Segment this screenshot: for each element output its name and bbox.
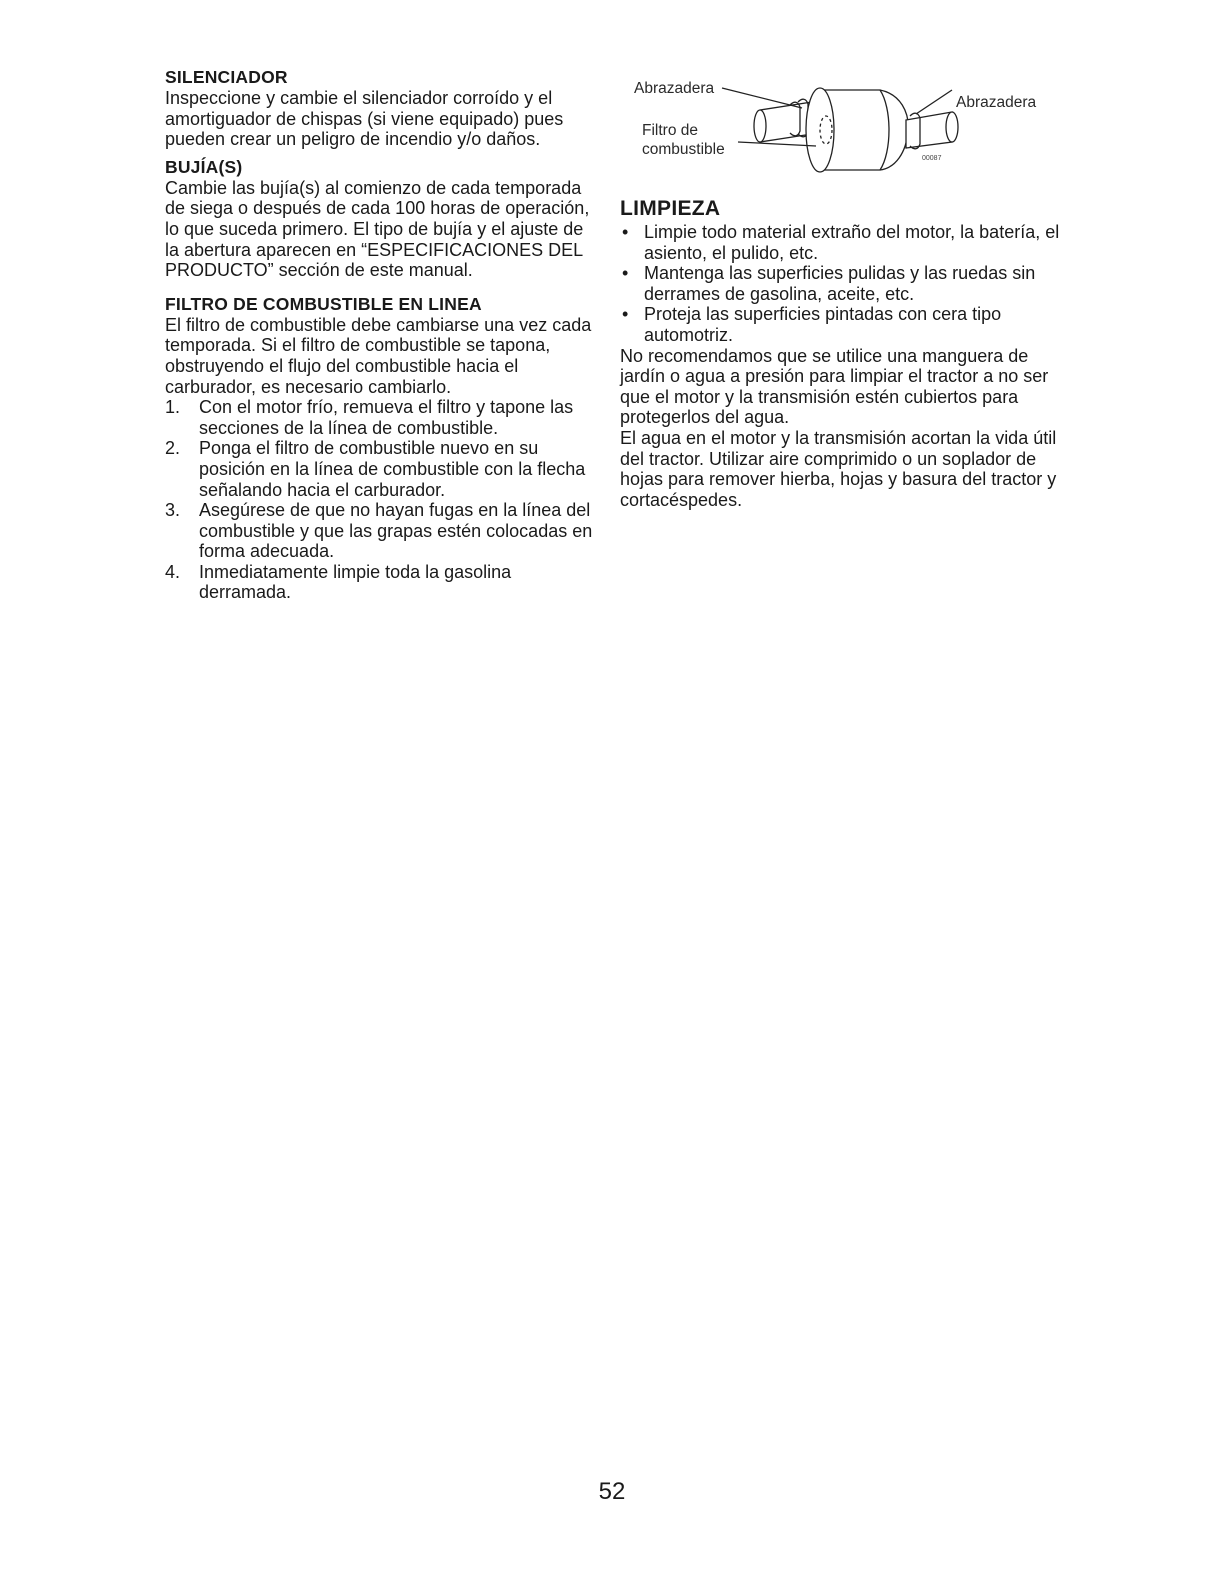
list-item: 1. Con el motor frío, remueva el filtro y tapone las secciones de la línea de combustible. <box>165 397 574 438</box>
label-clamp-right: Abrazadera <box>956 94 1037 111</box>
filtro-steps <box>165 397 595 603</box>
limpieza-bullets <box>620 222 1065 346</box>
bujia-text: Cambie las bujía(s) al comienzo de cada temporada de siega o después de cada 100 horas de operación, lo que suceda primero. El tipo de bujía y el ajuste de la abertura aparecen en “ESPECIFICACIONES DEL PRODUCTO” sección de este manual. <box>165 177 590 281</box>
limpieza-para-2: El agua en el motor y la transmisión acortan la vida útil del tractor. Utilizar aire comprimido o un soplador de hojas para remover hierba, hojas y basura del tractor y cortacéspedes. <box>620 427 1057 510</box>
part-code: 00087 <box>922 155 942 162</box>
left-column <box>165 66 595 603</box>
bujia-heading: BUJÍA(S) <box>165 156 243 177</box>
list-item: • Proteja las superficies pintadas con cera tipo automotriz. <box>622 304 1002 345</box>
list-item: 4. Inmediatamente limpie toda la gasolina derramada. <box>165 561 512 603</box>
label-clamp-left: Abrazadera <box>634 80 715 97</box>
silenciador-text: Inspeccione y cambie el silenciador corroído y el amortiguador de chispas (si viene equipado) pues pueden crear un peligro de incendio y/o daños. <box>165 88 564 150</box>
list-item: 2. Ponga el filtro de combustible nuevo en su posición en la línea de combustible con la flecha señalando hacia el carburador. <box>165 438 586 500</box>
limpieza-para-1: No recomendamos que se utilice una manguera de jardín o agua a presión para limpiar el tractor a no ser que el motor y la transmisión estén cubiertos para protegerlos del agua. <box>620 345 1049 428</box>
filtro-heading: FILTRO DE COMBUSTIBLE EN LINEA <box>165 293 482 314</box>
fuel-filter-figure <box>630 72 1060 190</box>
list-item: • Limpie todo material extraño del motor, la batería, el asiento, el pulido, etc. <box>622 222 1060 263</box>
right-column <box>620 196 1065 510</box>
filtro-text: El filtro de combustible debe cambiarse una vez cada temporada. Si el filtro de combustible se tapona, obstruyendo el flujo del combustible hacia el carburador, es necesario cambiarlo. <box>165 314 592 397</box>
page-number: 52 <box>598 1478 626 1505</box>
limpieza-heading: LIMPIEZA <box>620 197 721 220</box>
silenciador-heading: SILENCIADOR <box>165 67 288 87</box>
list-item: • Mantenga las superficies pulidas y las ruedas sin derrames de gasolina, aceite, etc. <box>622 263 1036 304</box>
label-filter-line2: combustible <box>642 141 725 158</box>
list-item: 3. Asegúrese de que no hayan fugas en la línea del combustible y que las grapas estén colocadas en forma adecuada. <box>165 500 593 562</box>
label-filter-line1: Filtro de <box>642 122 698 139</box>
